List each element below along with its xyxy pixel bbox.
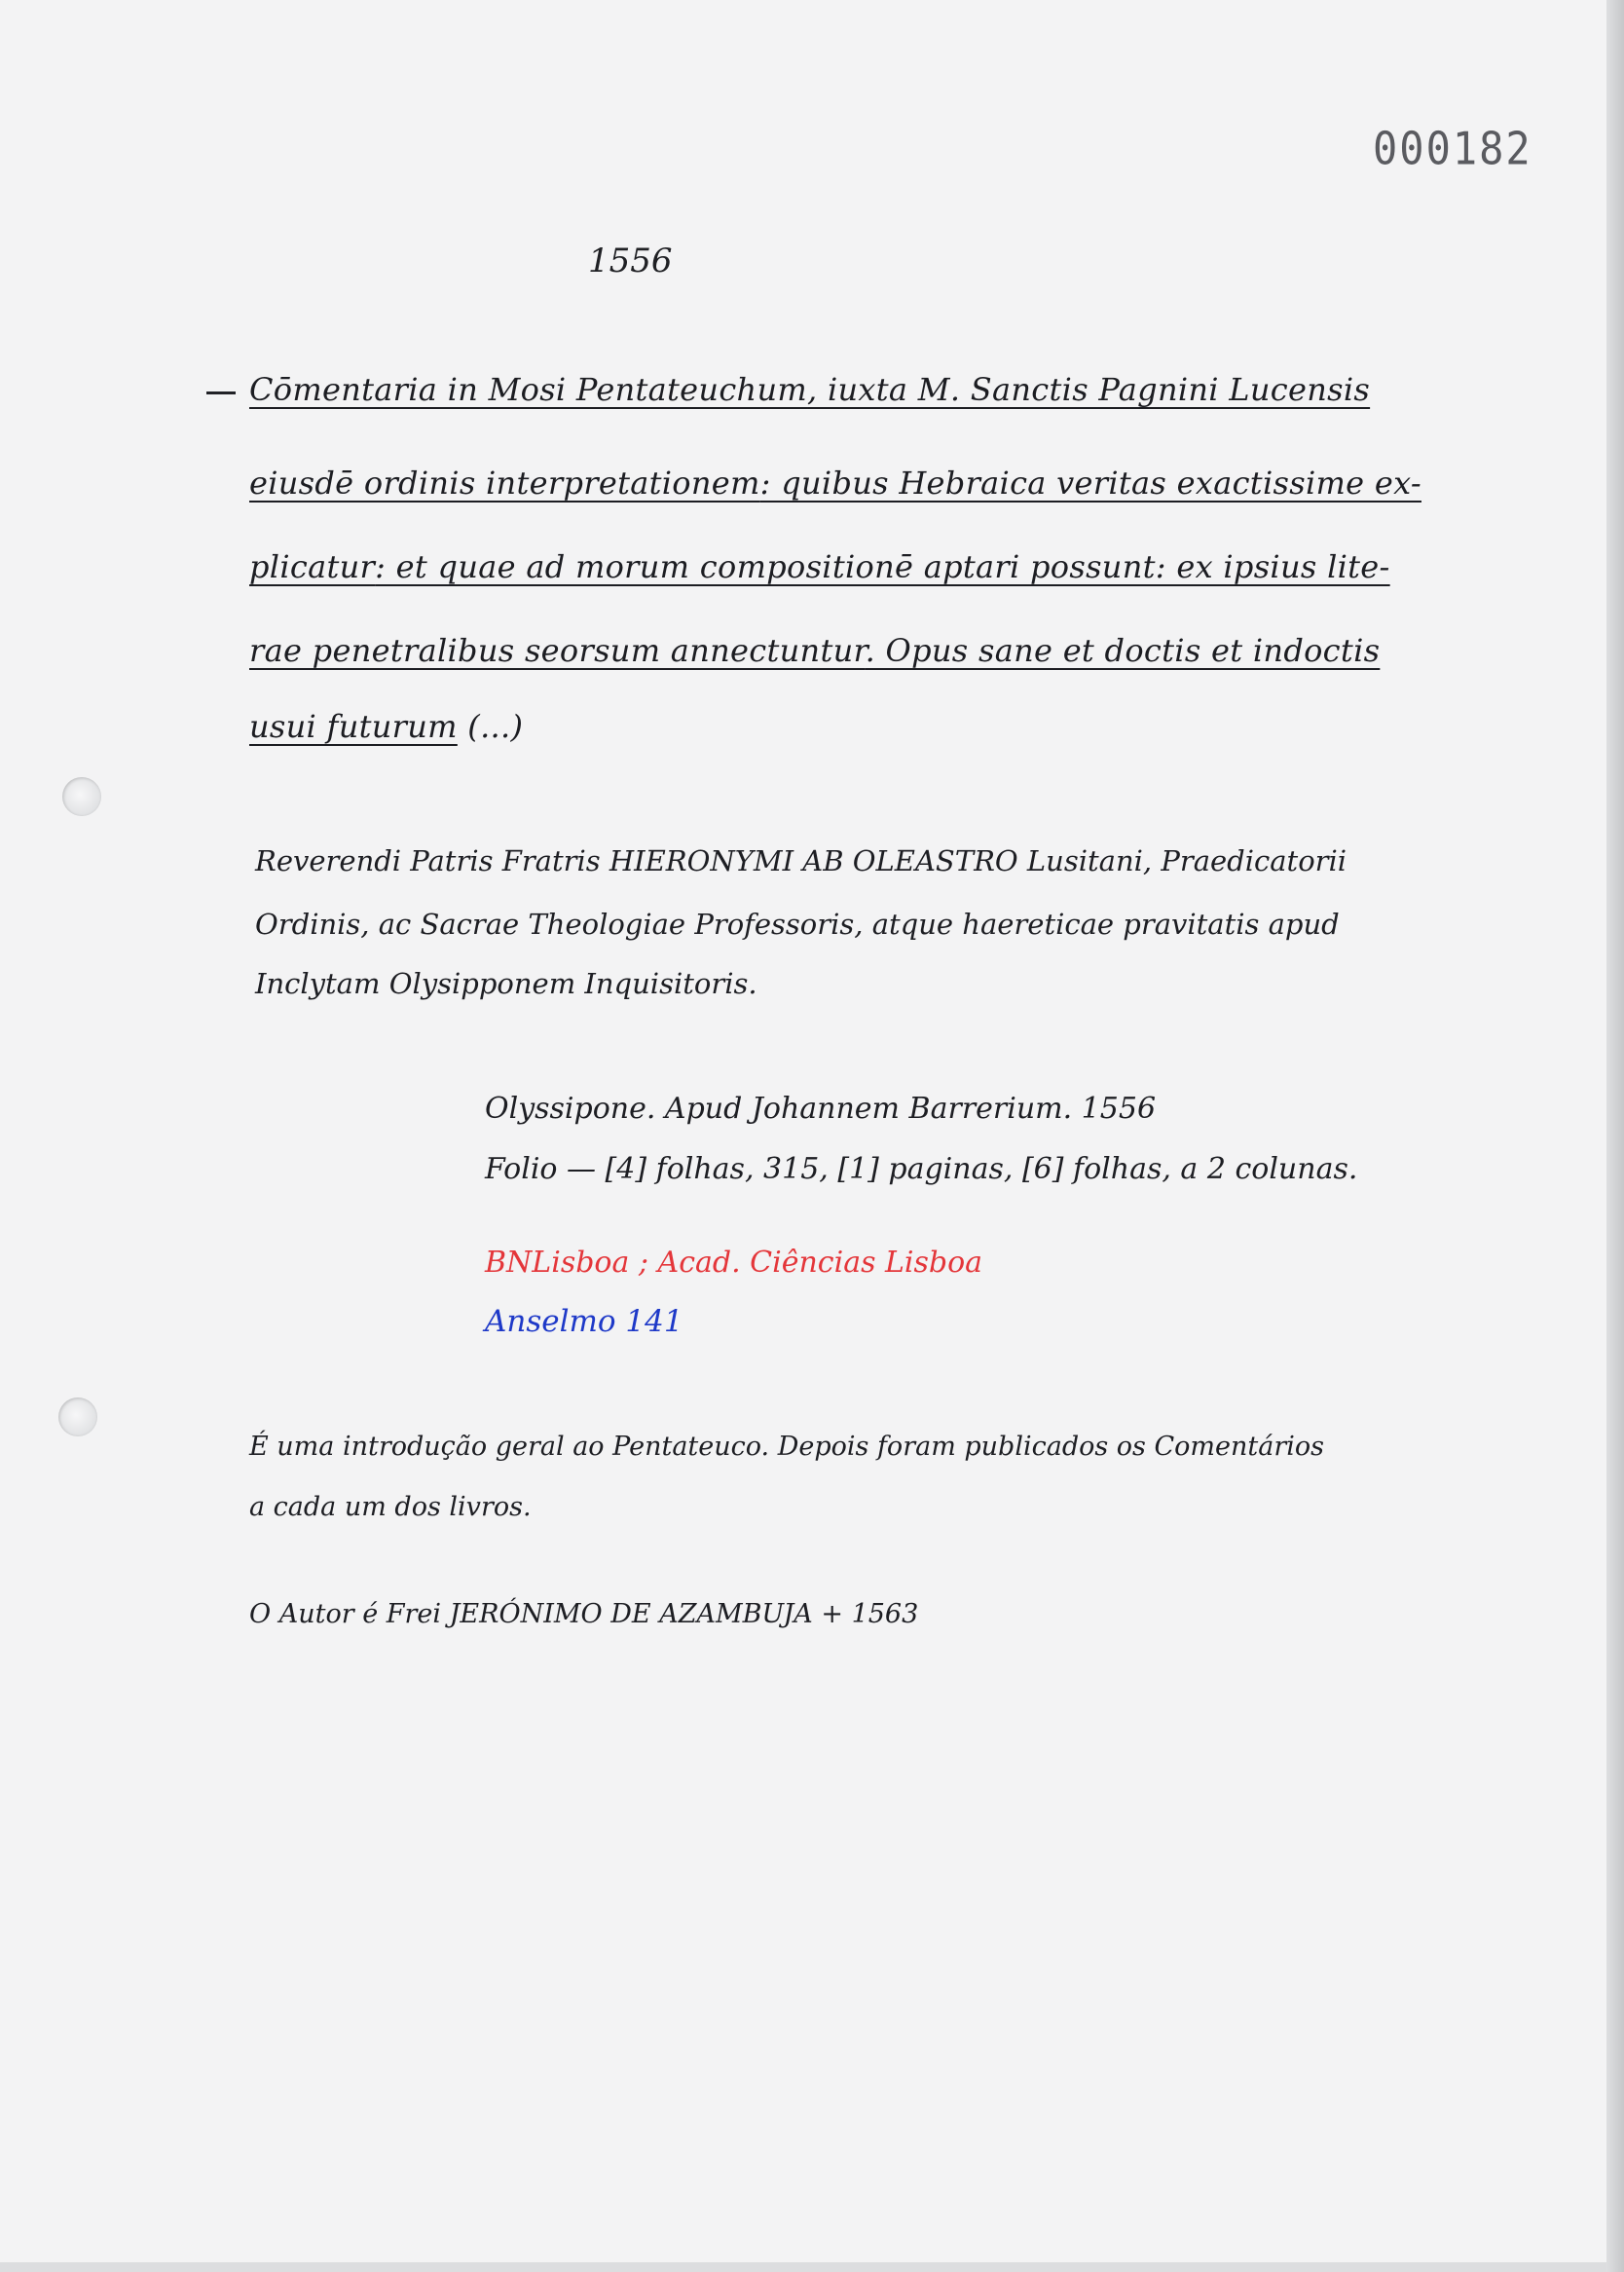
page-stamp-number: 000182 <box>1373 122 1532 175</box>
title-line-1-rest: , iuxta M. Sanctis Pagnini Lucensis <box>807 371 1371 408</box>
entry-dash <box>206 391 236 394</box>
title-line-5-rest: (...) <box>457 708 524 745</box>
author-line-3: Inclytam Olysipponem Inquisitoris. <box>255 967 757 1000</box>
bibliographic-reference: Anselmo 141 <box>485 1304 683 1339</box>
paper-right-edge <box>1606 0 1624 2272</box>
title-line-3-rest: : et quae ad morum compositionē aptari possunt: ex ipsius lite- <box>375 548 1390 585</box>
publication-year: 1556 <box>588 242 673 280</box>
imprint-place: Olyssipone. Apud Johannem Barrerium. 1556 <box>485 1092 1157 1126</box>
title-line-4-rest: . Opus sane et doctis et indoctis <box>865 632 1381 669</box>
punch-hole-lower <box>58 1397 97 1436</box>
title-line-1-underlined: Cōmentaria in Mosi Pentateuchum <box>249 371 808 408</box>
title-line-1 <box>249 371 1371 408</box>
title-line-4 <box>249 632 1381 669</box>
note-2: O Autor é Frei JERÓNIMO DE AZAMBUJA + 1563 <box>249 1599 919 1629</box>
title-line-2-rest: : quibus Hebraica veritas exactissime ex- <box>759 465 1421 502</box>
author-line-2: Ordinis, ac Sacrae Theologiae Professoris, atque haereticae pravitatis apud <box>255 908 1340 941</box>
holding-libraries: BNLisboa ; Acad. Ciências Lisboa <box>485 1246 983 1280</box>
imprint-collation: Folio — [4] folhas, 315, [1] paginas, [6] folhas, a 2 colunas. <box>485 1152 1358 1186</box>
note-1-line-1: É uma introdução geral ao Pentateuco. Depois foram publicados os Comentários <box>249 1432 1324 1462</box>
title-line-2 <box>249 465 1421 502</box>
title-line-2-underlined: eiusdē ordinis interpretationem <box>249 465 760 502</box>
paper-bottom-edge <box>0 2262 1606 2272</box>
title-line-4-underlined: rae penetralibus seorsum annectuntur <box>249 632 866 669</box>
title-line-3 <box>249 548 1390 585</box>
title-line-5-underlined: usui futurum <box>249 708 458 745</box>
note-1-line-2: a cada um dos livros. <box>249 1492 532 1522</box>
title-line-3-underlined: plicatur <box>249 548 376 585</box>
author-line-1: Reverendi Patris Fratris HIERONYMI AB OLEASTRO Lusitani, Praedicatorii <box>255 844 1347 877</box>
title-line-5 <box>249 708 524 745</box>
punch-hole-upper <box>62 777 101 816</box>
